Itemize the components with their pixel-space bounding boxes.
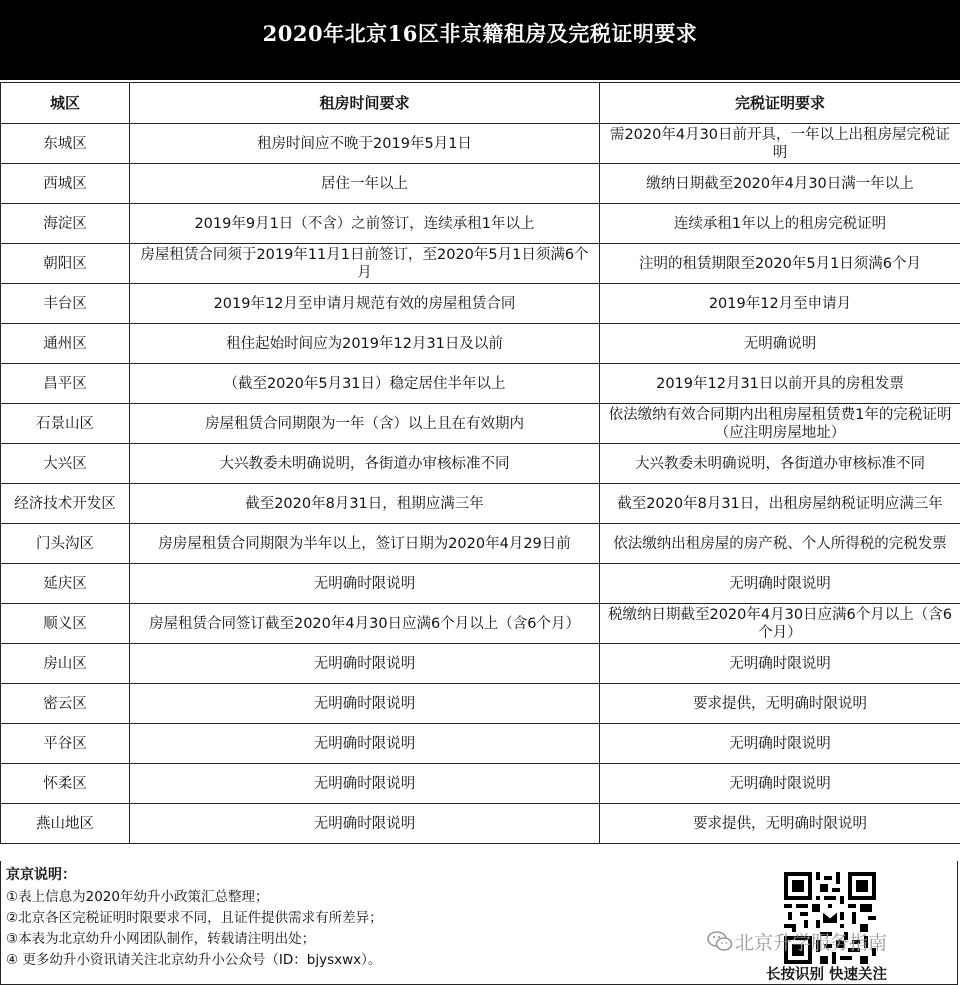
tax-cell: 无明确说明: [600, 324, 960, 364]
district-cell: 房山区: [1, 644, 130, 684]
tax-cell: 依法缴纳有效合同期内出租房屋租赁费1年的完税证明（应注明房屋地址）: [600, 404, 960, 444]
page-title: 2020年北京16区非京籍租房及完税证明要求: [262, 21, 698, 46]
rent-cell: 租房时间应不晚于2019年5月1日: [130, 124, 600, 164]
district-cell: 石景山区: [1, 404, 130, 444]
tax-cell: 2019年12月31日以前开具的房租发票: [600, 364, 960, 404]
tax-cell: 要求提供，无明确时限说明: [600, 684, 960, 724]
rent-cell: 居住一年以上: [130, 164, 600, 204]
district-cell: 经济技术开发区: [1, 484, 130, 524]
tax-cell: 无明确时限说明: [600, 764, 960, 804]
note-line: ④ 更多幼升小资讯请关注北京幼升小公众号（ID：bjysxwx）。: [6, 952, 382, 968]
tax-cell: 依法缴纳出租房屋的房产税、个人所得税的完税发票: [600, 524, 960, 564]
rent-cell: 无明确时限说明: [130, 764, 600, 804]
rent-cell: 无明确时限说明: [130, 564, 600, 604]
tax-cell: 截至2020年8月31日，出租房屋纳税证明应满三年: [600, 484, 960, 524]
table-row: [1, 684, 960, 724]
tax-cell: 要求提供，无明确时限说明: [600, 804, 960, 844]
tax-cell: 大兴教委未明确说明，各街道办审核标准不同: [600, 444, 960, 484]
table-row: [1, 564, 960, 604]
tax-cell: 缴纳日期截至2020年4月30日满一年以上: [600, 164, 960, 204]
district-cell: 怀柔区: [1, 764, 130, 804]
note-line: ①表上信息为2020年幼升小政策汇总整理；: [6, 889, 269, 905]
rent-cell: 无明确时限说明: [130, 684, 600, 724]
rent-cell: 房屋租赁合同期限为一年（含）以上且在有效期内: [130, 404, 600, 444]
header-district: 城区: [1, 83, 130, 124]
district-cell: 顺义区: [1, 604, 130, 644]
watermark-text: 北京升学服务指南: [735, 932, 888, 954]
table-header-row: [1, 83, 960, 124]
district-cell: 密云区: [1, 684, 130, 724]
table-row: [1, 524, 960, 564]
district-cell: 朝阳区: [1, 244, 130, 284]
table-row: [1, 404, 960, 444]
table-row: [1, 164, 960, 204]
header-rent-requirement: 租房时间要求: [130, 83, 600, 124]
district-cell: 延庆区: [1, 564, 130, 604]
rent-cell: 2019年12月至申请月规范有效的房屋租赁合同: [130, 284, 600, 324]
rent-cell: 租住起始时间应为2019年12月31日及以前: [130, 324, 600, 364]
district-cell: 门头沟区: [1, 524, 130, 564]
table-row: [1, 244, 960, 284]
requirements-table: [0, 82, 960, 844]
table-row: [1, 284, 960, 324]
rent-cell: 大兴教委未明确说明，各街道办审核标准不同: [130, 444, 600, 484]
header-tax-requirement: 完税证明要求: [600, 83, 960, 124]
rent-cell: 房屋租赁合同签订截至2020年4月30日应满6个月以上（含6个月）: [130, 604, 600, 644]
notes-title: 京京说明：: [6, 867, 76, 883]
district-cell: 大兴区: [1, 444, 130, 484]
qr-caption: 长按识别 快速关注: [766, 967, 888, 983]
table-row: [1, 124, 960, 164]
district-cell: 昌平区: [1, 364, 130, 404]
rent-cell: 无明确时限说明: [130, 804, 600, 844]
tax-cell: 连续承租1年以上的租房完税证明: [600, 204, 960, 244]
watermark: [703, 928, 887, 955]
title-bar: [0, 0, 960, 80]
rent-cell: 房房屋租赁合同期限为半年以上，签订日期为2020年4月29日前: [130, 524, 600, 564]
table-row: [1, 324, 960, 364]
table-row: [1, 204, 960, 244]
rent-cell: 2019年9月1日（不含）之前签订，连续承租1年以上: [130, 204, 600, 244]
table-row: [1, 804, 960, 844]
tax-cell: 税缴纳日期截至2020年4月30日应满6个月以上（含6个月）: [600, 604, 960, 644]
tax-cell: 无明确时限说明: [600, 644, 960, 684]
tax-cell: 无明确时限说明: [600, 564, 960, 604]
note-line: ②北京各区完税证明时限要求不同，且证件提供需求有所差异；: [6, 910, 383, 926]
district-cell: 燕山地区: [1, 804, 130, 844]
rent-cell: （截至2020年5月31日）稳定居住半年以上: [130, 364, 600, 404]
table-row: [1, 444, 960, 484]
district-cell: 平谷区: [1, 724, 130, 764]
district-cell: 通州区: [1, 324, 130, 364]
tax-cell: 需2020年4月30日前开具，一年以上出租房屋完税证明: [600, 124, 960, 164]
table-row: [1, 764, 960, 804]
table-row: [1, 724, 960, 764]
table-row: [1, 484, 960, 524]
note-line: ③本表为北京幼升小网团队制作，转载请注明出处；: [6, 931, 316, 947]
table-row: [1, 644, 960, 684]
district-cell: 海淀区: [1, 204, 130, 244]
district-cell: 东城区: [1, 124, 130, 164]
rent-cell: 无明确时限说明: [130, 724, 600, 764]
rent-cell: 无明确时限说明: [130, 644, 600, 684]
tax-cell: 注明的租赁期限至2020年5月1日须满6个月: [600, 244, 960, 284]
tax-cell: 2019年12月至申请月: [600, 284, 960, 324]
district-cell: 丰台区: [1, 284, 130, 324]
table-row: [1, 604, 960, 644]
tax-cell: 无明确时限说明: [600, 724, 960, 764]
district-cell: 西城区: [1, 164, 130, 204]
table-row: [1, 364, 960, 404]
rent-cell: 截至2020年8月31日，租期应满三年: [130, 484, 600, 524]
rent-cell: 房屋租赁合同须于2019年11月1日前签订，至2020年5月1日须满6个月: [130, 244, 600, 284]
